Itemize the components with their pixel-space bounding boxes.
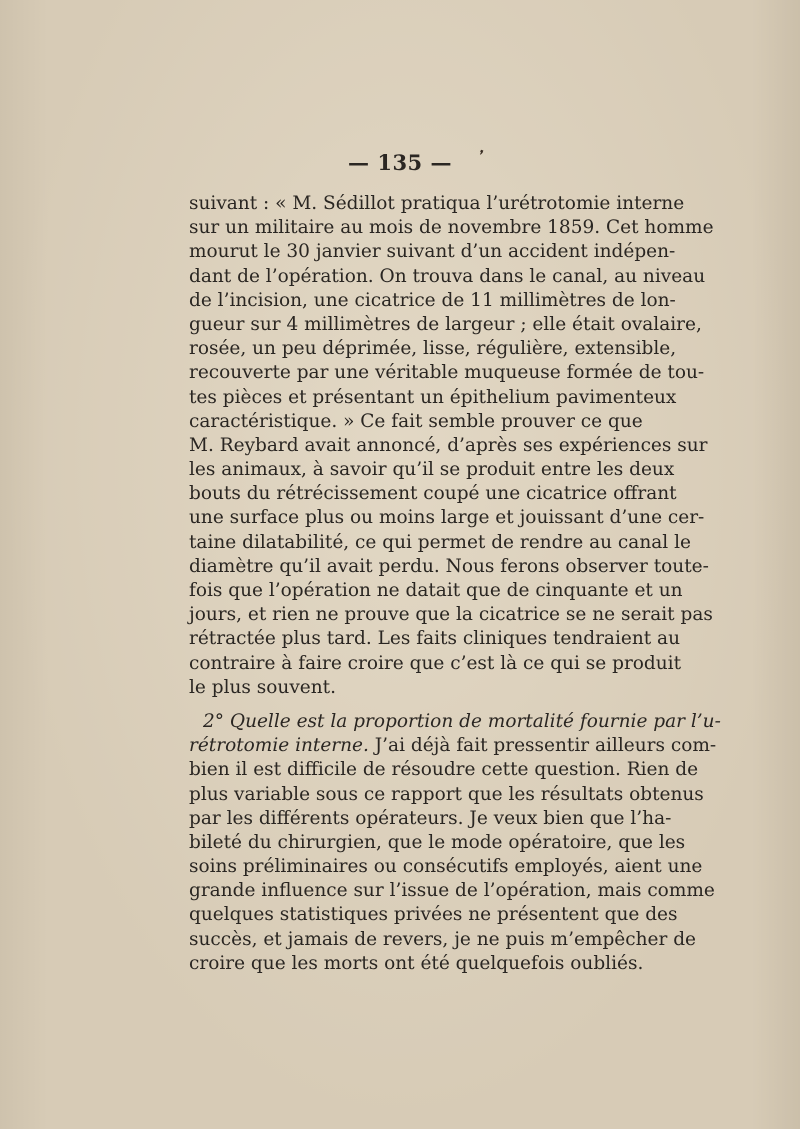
paragraph-1-line: le plus souvent.	[189, 676, 336, 698]
paragraph-1-line: recouverte par une véritable muqueuse formée de tou-	[189, 362, 705, 384]
paragraph-1-line: fois que l’opération ne datait que de cinquante et un	[189, 580, 683, 601]
paragraph-1	[189, 192, 714, 700]
paragraph-2-line	[189, 734, 717, 758]
body-text	[189, 192, 721, 976]
paragraph-2-body	[189, 758, 715, 976]
paragraph-2-line: succès, et jamais de revers, je ne puis m’empêcher de	[189, 928, 696, 950]
paragraph-1-line: contraire à faire croire que c’est là ce qui se produit	[189, 652, 682, 674]
paragraph-1-line: diamètre qu’il avait perdu. Nous ferons observer toute-	[189, 555, 709, 577]
paragraph-1-line: M. Reybard avait annoncé, d’après ses expériences sur	[189, 434, 708, 456]
paragraph-1-line: une surface plus ou moins large et jouissant d’une cer-	[189, 507, 705, 529]
section-heading-continued: rétrotomie interne.	[189, 735, 369, 757]
page-number: — 135 —	[348, 150, 452, 175]
paragraph-2-line: quelques statistiques privées ne présentent que des	[189, 904, 678, 926]
paragraph-2-line: par les différents opérateurs. Je veux bien que l’ha-	[189, 807, 672, 829]
paragraph-1-line: rosée, un peu déprimée, lisse, régulière, extensible,	[189, 338, 677, 360]
paragraph-1-line: de l’incision, une cicatrice de 11 millimètres de lon-	[189, 289, 676, 311]
paragraph-1-line: mourut le 30 janvier suivant d’un accident indépen-	[189, 241, 676, 263]
paragraph-1-line: bouts du rétrécissement coupé une cicatrice offrant	[189, 483, 677, 505]
paragraph-1-line: jours, et rien ne prouve que la cicatrice se ne serait pas	[189, 604, 713, 626]
paragraph-1-line: taine dilatabilité, ce qui permet de rendre au canal le	[189, 531, 691, 553]
paragraph-2-line: grande influence sur l’issue de l’opération, mais comme	[189, 880, 715, 902]
paragraph-1-line: tes pièces et présentant un épithelium pavimenteux	[189, 386, 677, 408]
paragraph-1-line: sur un militaire au mois de novembre 1859. Cet homme	[189, 217, 714, 239]
paragraph-1-line: les animaux, à savoir qu’il se produit entre les deux	[189, 459, 675, 481]
paragraph-1-line: caractéristique. » Ce fait semble prouver ce que	[189, 410, 643, 432]
paragraph-2-line: bileté du chirurgien, que le mode opératoire, que les	[189, 831, 686, 853]
paragraph-2-heading-line	[189, 710, 721, 734]
paragraph-1-line: dant de l’opération. On trouva dans le canal, au niveau	[189, 265, 706, 287]
paragraph-2-line: croire que les morts ont été quelquefois oubliés.	[189, 952, 644, 974]
paragraph-gap	[189, 700, 614, 710]
paragraph-2-line: bien il est difficile de résoudre cette question. Rien de	[189, 759, 699, 781]
paragraph-2-line: soins préliminaires ou consécutifs employés, aient une	[189, 856, 703, 878]
ink-speck: ❜	[475, 147, 486, 165]
paragraph-2	[189, 710, 721, 976]
paragraph-1-line: rétractée plus tard. Les faits cliniques tendraient au	[189, 628, 680, 650]
section-heading: 2° Quelle est la proportion de mortalité fournie par l’u-	[203, 710, 721, 732]
paragraph-1-line: suivant : « M. Sédillot pratiqua l’urétrotomie interne	[189, 193, 685, 214]
paragraph-1-line: gueur sur 4 millimètres de largeur ; elle était ovalaire,	[189, 313, 702, 335]
paragraph-2-line: plus variable sous ce rapport que les résultats obtenus	[189, 783, 704, 805]
paragraph-2-text: J’ai déjà fait pressentir ailleurs com-	[368, 735, 717, 757]
